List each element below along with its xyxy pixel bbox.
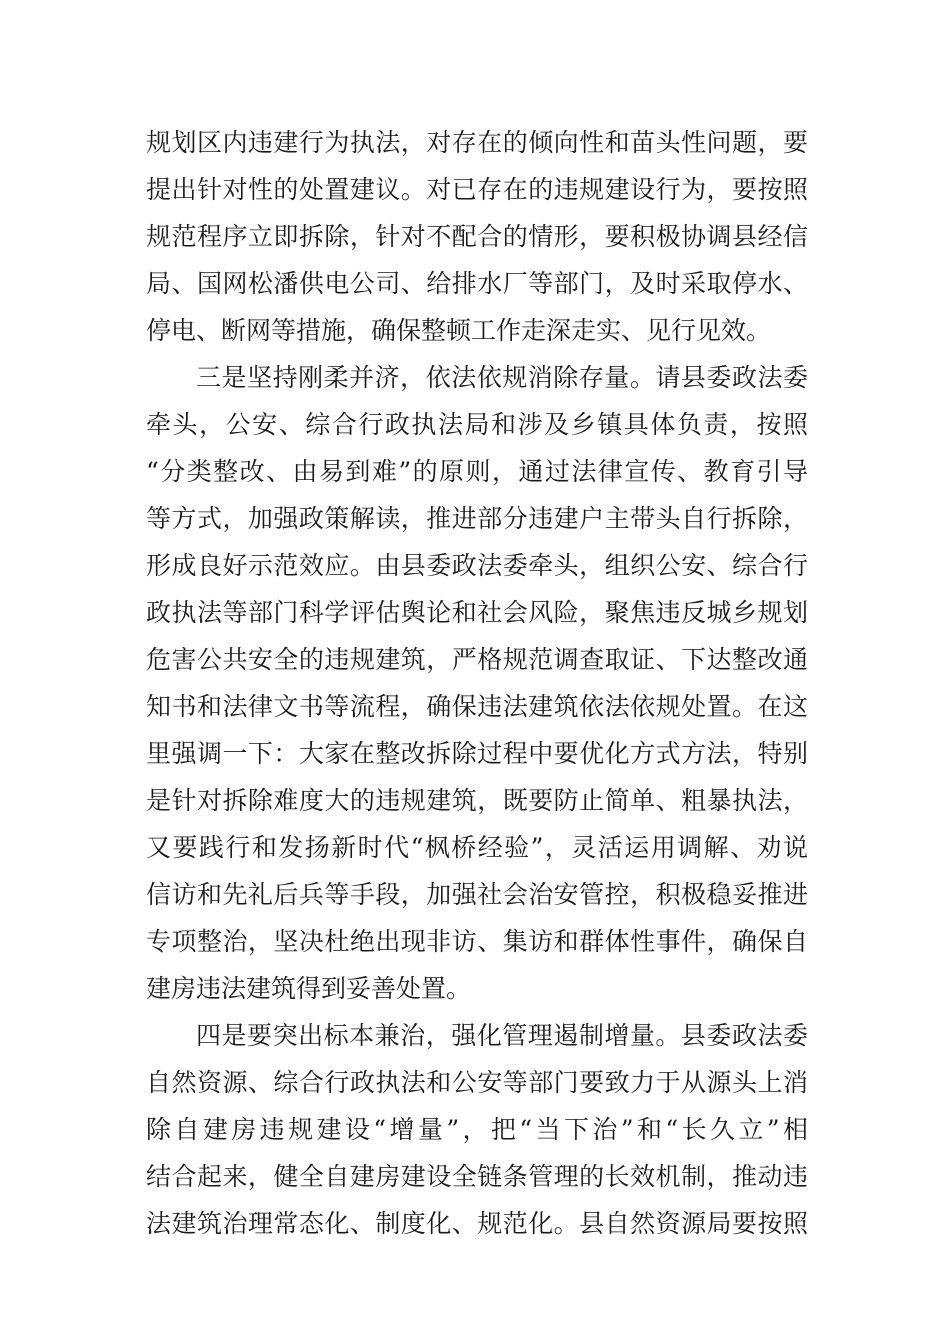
text-line: 等方式，加强政策解读，推进部分违建户主带头自行拆除， <box>146 504 808 533</box>
text-line: 规划区内违建行为执法，对存在的倾向性和苗头性问题，要 <box>146 128 808 157</box>
text-line: “分类整改、由易到难”的原则，通过法律宣传、教育引导 <box>146 457 808 486</box>
text-line: 政执法等部门科学评估舆论和社会风险，聚焦违反城乡规划 <box>146 598 808 627</box>
text-line: 结合起来，健全自建房建设全链条管理的长效机制，推动违 <box>146 1162 808 1191</box>
text-line: 又要践行和发扬新时代“枫桥经验”，灵活运用调解、劝说 <box>146 833 808 862</box>
text-line: 形成良好示范效应。由县委政法委牵头，组织公安、综合行 <box>146 551 808 580</box>
text-line: 是针对拆除难度大的违规建筑，既要防止简单、粗暴执法， <box>146 786 808 815</box>
paragraph-start-line: 三是坚持刚柔并济，依法依规消除存量。请县委政法委 <box>196 363 808 392</box>
text-line: 牵头，公安、综合行政执法局和涉及乡镇具体负责，按照 <box>146 410 808 439</box>
text-line: 除自建房违规建设“增量”，把“当下治”和“长久立”相 <box>146 1115 808 1144</box>
paragraph-end-line: 建房违法建筑得到妥善处置。 <box>146 974 472 1003</box>
text-line: 专项整治，坚决杜绝出现非访、集访和群体性事件，确保自 <box>146 927 808 956</box>
text-line: 知书和法律文书等流程，确保违法建筑依法依规处置。在这 <box>146 692 808 721</box>
text-line: 法建筑治理常态化、制度化、规范化。县自然资源局要按照 <box>146 1209 808 1238</box>
text-line: 提出针对性的处置建议。对已存在的违规建设行为，要按照 <box>146 175 808 204</box>
text-line: 自然资源、综合行政执法和公安等部门要致力于从源头上消 <box>146 1068 808 1097</box>
body-text <box>146 119 808 1247</box>
paragraph-start-line: 四是要突出标本兼治，强化管理遏制增量。县委政法委 <box>196 1021 808 1050</box>
text-line: 里强调一下：大家在整改拆除过程中要优化方式方法，特别 <box>146 739 808 768</box>
text-line: 局、国网松潘供电公司、给排水厂等部门，及时采取停水、 <box>146 269 808 298</box>
paragraph-end-line: 停电、断网等措施，确保整顿工作走深走实、见行见效。 <box>146 316 772 345</box>
text-line: 规范程序立即拆除，针对不配合的情形，要积极协调县经信 <box>146 222 808 251</box>
text-line: 信访和先礼后兵等手段，加强社会治安管控，积极稳妥推进 <box>146 880 808 909</box>
text-line: 危害公共安全的违规建筑，严格规范调查取证、下达整改通 <box>146 645 808 674</box>
